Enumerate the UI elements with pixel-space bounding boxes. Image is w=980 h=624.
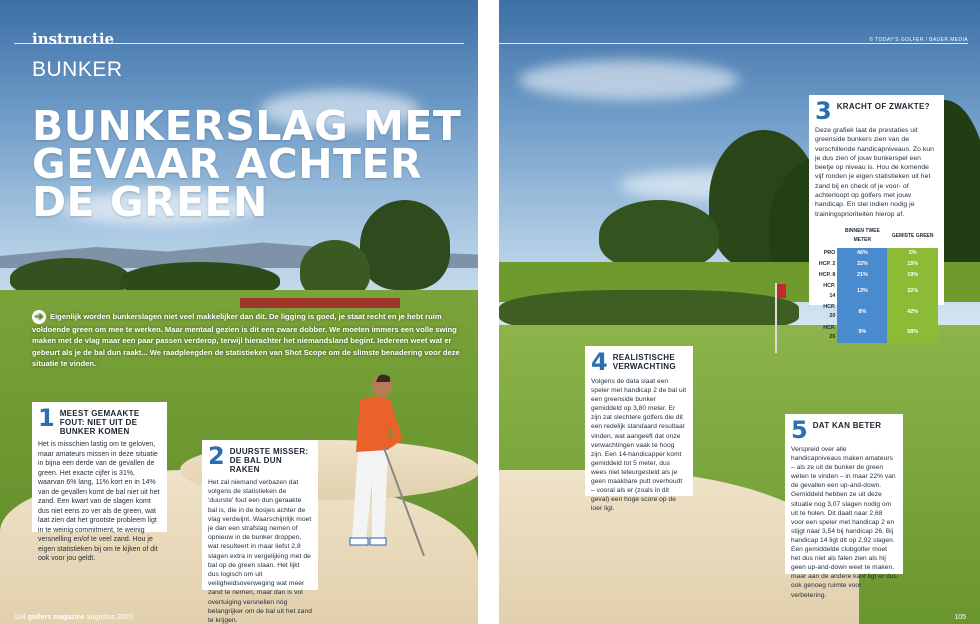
tip-number: 2: [208, 442, 225, 470]
tip-box-1: [32, 402, 167, 562]
value-gemist: 2%: [887, 248, 938, 259]
table-row: [815, 270, 938, 281]
footer-right: [954, 614, 966, 621]
tip-title: DAT KAN BETER: [812, 421, 882, 430]
value-binnen: 9%: [837, 323, 887, 344]
value-binnen: 21%: [837, 270, 887, 281]
left-page: [0, 0, 478, 624]
flag-icon: [777, 284, 786, 298]
intro-text: Eigenlijk worden bunkerslagen niet veel makkelijker dan dit. De ligging is goed, je staat recht en je hebt ruim voldoende green om mee te werken. Maar mentaal gezien is dit een zware dobber. We moeten immers een volle swing maken met de vlag maar een paar passen verderop, terwijl hierachter het niemandsland begint. Iedereen weet wat er gebeurt als je de bal dun raakt... We raadpleegden de statistieken van Shot Scope om de slimste benadering voor deze situatie te vinden.: [32, 312, 460, 369]
row-label: HCP. 26: [823, 324, 836, 340]
tip-title: MEEST GEMAAKTE FOUT: NIET UIT DE BUNKER KOMEN: [59, 409, 140, 436]
row-label: HCP. 2: [818, 260, 836, 267]
tip-number: 5: [791, 416, 808, 444]
value-gemist: 32%: [887, 281, 938, 302]
row-label: HCP. 20: [823, 304, 836, 320]
table-row: [815, 259, 938, 270]
section-label: BUNKER: [32, 58, 123, 81]
tip-box-5: [785, 414, 903, 599]
value-gemist: 42%: [887, 302, 938, 323]
header-rule: [499, 43, 968, 44]
issue-date: augustus 2020: [86, 614, 133, 621]
table-row: [815, 323, 938, 344]
tip-text: Volgens de data slaat een speler met handicap 2 de bal uit een greenside bunker gemiddeld op 3,80 meter. Er zijn zat slechtere golfers die dit een redelijk standaard resultaat vinden, wat aangeeft dat onze verwachtingen vaak te hoog zijn. Een 14-handicapper komt gemiddeld tot 5 meter, dus wees niet teleurgesteld als je geen maakbare putt overhoudt – vooral als er (zoals in dit geval) een hoge score op de loer ligt.: [591, 378, 687, 513]
tip-box-4: [585, 346, 693, 513]
value-binnen: 46%: [837, 248, 887, 259]
magazine-name: golfers magazine: [27, 614, 85, 621]
tip-title: KRACHT OF ZWAKTE?: [836, 102, 930, 111]
row-label: HCP. 14: [823, 283, 836, 299]
page-number: 105: [954, 614, 966, 621]
tip-box-3: [809, 95, 944, 340]
value-gemist: 19%: [887, 270, 938, 281]
tree: [599, 200, 719, 270]
tip-number: 3: [815, 97, 832, 125]
row-label: HCP. 8: [818, 272, 836, 279]
page-number: 104: [14, 614, 26, 621]
right-page: [499, 0, 980, 624]
tip-text: Het zal niemand verbazen dat volgens de statistieken de 'duurste' fout een dun geraakte bal is, die in de bosjes achter de vlag verdwijnt. Waarschijnlijk moet je dan een strafslag nemen of opnieuw in de bunker droppen, wat resulteert in maar liefst 2,8 slagen extra in vergelijking met de bal op de green slaan. Het lijkt dus logisch om uit veiligheidsoverweging wat meer zand te nemen, maar dan is vol overtuiging versnellen nóg belangrijker om de bal uit het zand te krijgen.: [208, 479, 312, 624]
tip-text: Het is misschien lastig om te geloven, maar amateurs missen in deze situatie in bijna een derde van de gevallen de green. Het exacte cijfer is 31%, waarvan 6% lang, 11% kort en in 14% van de gevallen komt de bal niet uit het zand. Een kwart van de slagen komt dus niet eens zo ver als de green, wat laat zien dat het grootste probleem ligt in te weinig commitment, te weinig versnelling en/of te veel zand. Hou je eigen statistieken bij om te kijken of dit ook voor jou geldt.: [38, 441, 160, 562]
value-binnen: 8%: [837, 302, 887, 323]
golfer-illustration: [320, 372, 430, 562]
table-row: [815, 281, 938, 302]
page-gutter: [478, 0, 499, 624]
row-label: PRO: [823, 249, 836, 256]
column-header: GEMISTE GREEN: [891, 232, 934, 239]
value-binnen: 13%: [837, 281, 887, 302]
table-row: [815, 248, 938, 259]
column-header: BINNEN TWEE METER: [844, 227, 880, 244]
tip-text: Deze grafiek laat de prestaties uit greenside bunkers zien van de verschillende handicapniveaus. Zo kun je dus zien of jouw bunkerspel een beetje op niveau is. Hou de komende vijf ronden je eigen statistieken uit het zand bij en check of je voor- of achterloopt op golfers met jouw handicap. En stel indien nodig je trainingsprioriteiten hierop af.: [815, 127, 934, 218]
tip-title: DUURSTE MISSER: DE BAL DUN RAKEN: [229, 447, 309, 474]
tip-title: REALISTISCHE VERWACHTING: [612, 353, 676, 371]
red-bridge: [240, 298, 400, 308]
value-binnen: 32%: [837, 259, 887, 270]
tip-number: 1: [38, 404, 55, 432]
value-gemist: 58%: [887, 323, 938, 344]
tip-text: Verspreid over alle handicapniveaus maken amateurs – als ze uit de bunker de green weten te vinden – in maar 22% van de gevallen een up-and-down. Gemiddeld hebben ze uit deze situatie nog 3,07 slagen nodig om uit te holen. Dit daalt naar 2,68 voor een speler met handicap 2 en stijgt naar 3,54 bij handicap 26. Bij handicap 14 ligt dit op 2,92 slagen. Een gemiddelde clubgolfer moet het dus niet als falen zien als hij geen up-and-down weet te maken, maar aan de andere kant ligt er dus ook genoeg ruimte voor verbetering.: [791, 446, 897, 599]
tip-box-2: [202, 440, 318, 624]
tip-number: 4: [591, 348, 608, 376]
cloud: [519, 60, 739, 100]
intro-paragraph: [32, 310, 462, 370]
running-head: instructie: [32, 30, 115, 48]
photo-credit: © TODAY'S GOLFER / BAUER MEDIA: [869, 37, 968, 43]
stats-table: [815, 225, 938, 343]
article-headline: BUNKERSLAG MET GEVAAR ACHTER DE GREEN: [32, 102, 462, 226]
table-row: [815, 302, 938, 323]
arrow-right-icon: ➔: [32, 310, 46, 324]
value-gemist: 15%: [887, 259, 938, 270]
footer-left: [14, 614, 133, 621]
